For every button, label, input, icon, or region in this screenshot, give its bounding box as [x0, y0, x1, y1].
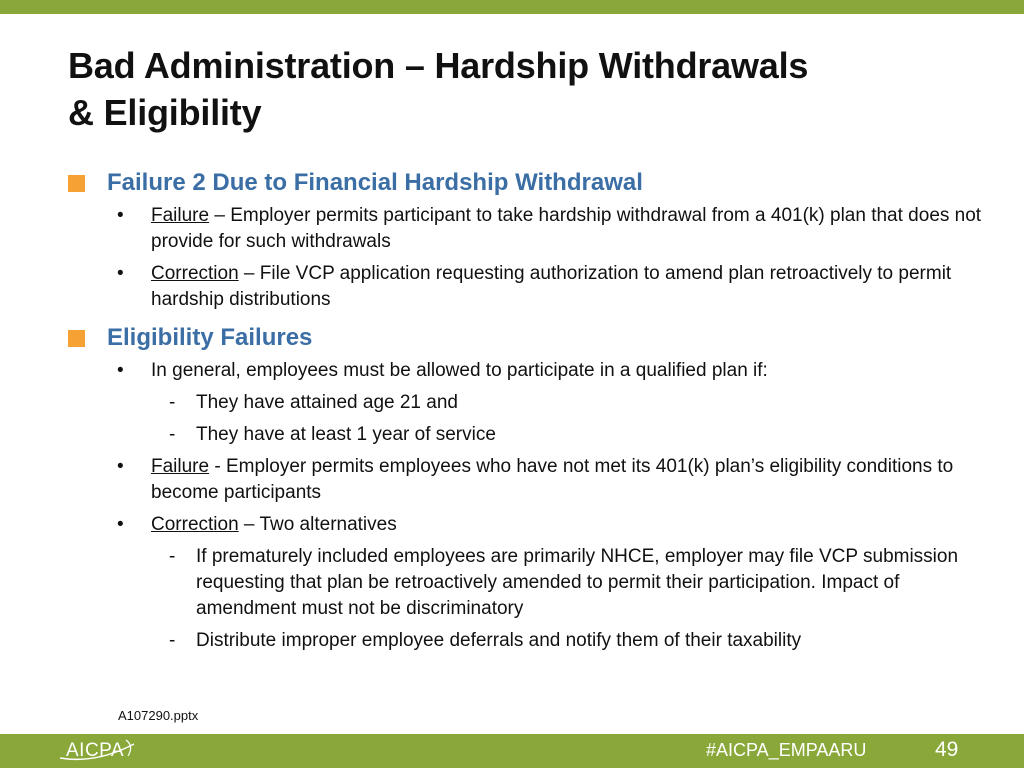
page-number: 49	[935, 738, 959, 761]
dash-glyph: -	[169, 424, 176, 445]
bullet-label: Correction	[151, 514, 239, 535]
dash-item	[68, 390, 988, 416]
bottom-footer-bar	[0, 734, 1024, 768]
bullet-item	[68, 358, 988, 384]
section-heading-hardship	[68, 168, 988, 198]
dash-glyph: -	[169, 630, 176, 651]
bullet-item	[68, 203, 988, 255]
dash-glyph: -	[169, 392, 176, 413]
bullet-dot-icon: •	[117, 456, 124, 477]
bullet-label: Failure	[151, 205, 210, 226]
bullet-dot-icon: •	[117, 514, 124, 535]
bullet-text: – Two alternatives	[238, 514, 397, 535]
slide-title	[68, 42, 968, 136]
dash-text: They have at least 1 year of service	[196, 424, 496, 445]
title-line-1: Bad Administration – Hardship Withdrawals	[68, 45, 809, 86]
dash-item	[68, 422, 988, 448]
aicpa-logo: AICPA	[66, 740, 125, 761]
slide-body	[68, 168, 988, 654]
bullet-dot-icon: •	[117, 360, 124, 381]
bullet-text: – File VCP application requesting authorization to amend plan retroactively to permit hardship distributions	[151, 263, 952, 310]
bullet-dot-icon: •	[117, 205, 124, 226]
bullet-text: In general, employees must be allowed to participate in a qualified plan if:	[151, 360, 768, 381]
dash-list	[68, 544, 988, 654]
title-line-2: & Eligibility	[68, 92, 262, 133]
dash-text: They have attained age 21 and	[196, 392, 458, 413]
section-heading-text: Eligibility Failures	[107, 324, 313, 351]
section-heading-text: Failure 2 Due to Financial Hardship Withdrawal	[107, 169, 643, 196]
bullet-list	[68, 358, 988, 384]
bullet-text: - Employer permits employees who have not met its 401(k) plan’s eligibility conditions to become participants	[151, 456, 954, 503]
dash-list	[68, 390, 988, 448]
bullet-dot-icon: •	[117, 263, 124, 284]
dash-item	[68, 544, 988, 622]
dash-text: Distribute improper employee deferrals and notify them of their taxability	[196, 630, 802, 651]
footer-hashtag: #AICPA_EMPAARU	[706, 740, 867, 760]
bullet-text: – Employer permits participant to take hardship withdrawal from a 401(k) plan that does not provide for such withdrawals	[151, 205, 982, 252]
section-heading-eligibility	[68, 323, 988, 353]
bullet-list	[68, 203, 988, 313]
top-accent-bar	[0, 0, 1024, 14]
bullet-label: Failure	[151, 456, 210, 477]
dash-glyph: -	[169, 546, 176, 567]
square-bullet-icon	[68, 175, 85, 192]
bullet-list	[68, 454, 988, 538]
bullet-item	[68, 512, 988, 538]
file-footnote: A107290.pptx	[118, 708, 199, 723]
dash-item	[68, 628, 988, 654]
bullet-label: Correction	[151, 263, 239, 284]
bullet-item	[68, 454, 988, 506]
bullet-item	[68, 261, 988, 313]
square-bullet-icon	[68, 330, 85, 347]
dash-text: If prematurely included employees are primarily NHCE, employer may file VCP submission requesting that plan be retroactively amended to permit their participation. Impact of amendment must not be discriminatory	[196, 546, 959, 619]
